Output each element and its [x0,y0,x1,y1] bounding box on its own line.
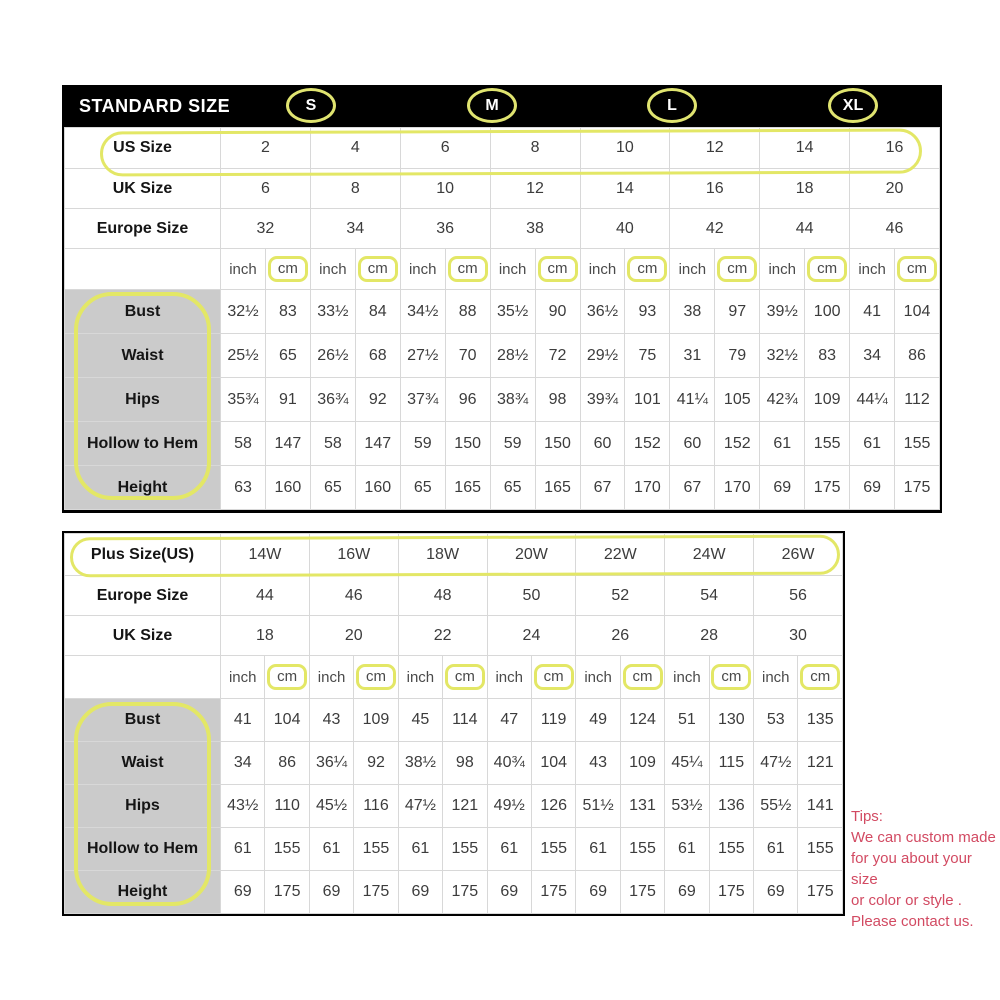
measure-cell: 58 [221,422,266,466]
size-cell: 10 [580,128,670,169]
measure-cell: 32½ [221,290,266,334]
measure-cell: 90 [535,290,580,334]
row-label: UK Size [65,169,221,209]
measure-cell: 47½ [754,742,798,785]
unit-cm-cell [798,656,843,699]
measure-cell: 165 [445,466,490,510]
measure-cell: 104 [265,699,309,742]
measure-cell: 69 [576,871,620,914]
cm-highlight-box: cm [534,664,574,691]
plus-size-table [62,531,845,916]
measure-cell: 88 [445,290,490,334]
measure-cell: 59 [490,422,535,466]
unit-cm-cell [445,249,490,290]
measure-cell: 115 [709,742,753,785]
measure-cell: 155 [620,828,664,871]
standard-size-grid [64,127,940,510]
measure-cell: 155 [798,828,843,871]
measure-cell: 34 [850,334,895,378]
measure-cell: 69 [850,466,895,510]
tips-line: or color or style . [851,892,962,909]
row-label: Bust [65,290,221,334]
size-cell: 6 [400,128,490,169]
measure-cell: 61 [487,828,531,871]
size-cell: 18 [760,169,850,209]
row-label: US Size [65,128,221,169]
measure-cell: 49 [576,699,620,742]
measure-cell: 116 [354,785,398,828]
tips-line: We can custom made [851,829,996,846]
unit-inch-label: inch [850,249,895,290]
measure-cell: 175 [709,871,753,914]
measure-cell: 98 [535,378,580,422]
row-label: Waist [65,334,221,378]
measure-cell: 175 [354,871,398,914]
measure-cell: 75 [625,334,670,378]
measure-cell: 65 [310,466,355,510]
row-label: Height [65,466,221,510]
measure-cell: 96 [445,378,490,422]
plus-size-grid [64,533,843,914]
cm-highlight-box: cm [807,256,847,283]
row-label: Europe Size [65,209,221,249]
measure-cell: 55½ [754,785,798,828]
unit-inch-label: inch [665,656,709,699]
measure-cell: 69 [309,871,353,914]
standard-size-table [62,85,942,513]
unit-inch-label: inch [309,656,353,699]
size-cell: 34 [310,209,400,249]
measure-cell: 59 [400,422,445,466]
cm-highlight-box: cm [800,664,840,691]
measure-cell: 170 [715,466,760,510]
measure-cell: 150 [445,422,490,466]
measure-cell: 121 [443,785,487,828]
measure-cell: 34 [221,742,265,785]
unit-inch-label: inch [760,249,805,290]
measure-cell: 136 [709,785,753,828]
measure-cell: 63 [221,466,266,510]
measure-cell: 67 [670,466,715,510]
measure-cell: 69 [398,871,442,914]
measure-cell: 155 [709,828,753,871]
measure-cell: 39¾ [580,378,625,422]
measure-cell: 92 [354,742,398,785]
measure-cell: 45¼ [665,742,709,785]
tips-line: Please contact us. [851,913,974,930]
measure-cell: 69 [487,871,531,914]
size-cell: 36 [400,209,490,249]
row-label: Height [65,871,221,914]
cm-highlight-box: cm [445,664,485,691]
size-cell: 2 [221,128,311,169]
measure-cell: 36¼ [309,742,353,785]
unit-cm-cell [355,249,400,290]
size-cell: 8 [310,169,400,209]
size-cell: 54 [665,576,754,616]
size-cell: 22 [398,616,487,656]
measure-cell: 155 [265,828,309,871]
unit-cm-cell [535,249,580,290]
measure-cell: 175 [265,871,309,914]
measure-cell: 47 [487,699,531,742]
custom-made-tips [851,806,999,932]
size-cell: 44 [221,576,310,616]
standard-size-header-bar [64,85,940,127]
unit-inch-label: inch [754,656,798,699]
row-label: Hips [65,378,221,422]
measure-cell: 110 [265,785,309,828]
measure-cell: 37¾ [400,378,445,422]
measure-cell: 155 [443,828,487,871]
measure-cell: 69 [221,871,265,914]
size-cell: 52 [576,576,665,616]
measure-cell: 70 [445,334,490,378]
measure-cell: 51 [665,699,709,742]
cm-highlight-box: cm [356,664,396,691]
cm-highlight-box: cm [358,256,398,283]
measure-cell: 61 [576,828,620,871]
measure-cell: 38¾ [490,378,535,422]
size-cell: 20 [850,169,940,209]
measure-cell: 105 [715,378,760,422]
size-cell: 18W [398,534,487,576]
measure-cell: 60 [670,422,715,466]
tips-title: Tips: [851,808,883,825]
measure-cell: 26½ [310,334,355,378]
measure-cell: 65 [400,466,445,510]
measure-cell: 91 [265,378,310,422]
measure-cell: 69 [754,871,798,914]
size-cell: 10 [400,169,490,209]
measure-cell: 150 [535,422,580,466]
unit-row-spacer [65,656,221,699]
unit-cm-cell [265,249,310,290]
measure-cell: 104 [895,290,940,334]
unit-cm-cell [625,249,670,290]
cm-highlight-box: cm [897,256,937,283]
size-cell: 12 [670,128,760,169]
measure-cell: 41 [221,699,265,742]
unit-cm-cell [265,656,309,699]
measure-cell: 44¼ [850,378,895,422]
size-badge-l: L [647,88,697,123]
measure-cell: 152 [625,422,670,466]
row-label: Plus Size(US) [65,534,221,576]
unit-inch-label: inch [400,249,445,290]
measure-cell: 69 [665,871,709,914]
unit-cm-cell [805,249,850,290]
size-cell: 50 [487,576,576,616]
measure-cell: 31 [670,334,715,378]
size-cell: 4 [310,128,400,169]
measure-cell: 67 [580,466,625,510]
measure-cell: 155 [895,422,940,466]
measure-cell: 25½ [221,334,266,378]
size-cell: 46 [850,209,940,249]
measure-cell: 155 [805,422,850,466]
measure-cell: 175 [895,466,940,510]
size-cell: 24W [665,534,754,576]
measure-cell: 61 [760,422,805,466]
row-label: UK Size [65,616,221,656]
size-cell: 30 [754,616,843,656]
unit-inch-label: inch [580,249,625,290]
measure-cell: 160 [355,466,400,510]
tips-line: for you about your size [851,850,972,888]
cm-highlight-box: cm [711,664,751,691]
measure-cell: 49½ [487,785,531,828]
cm-highlight-box: cm [717,256,757,283]
measure-cell: 175 [798,871,843,914]
size-badge-m: M [467,88,517,123]
size-cell: 20 [309,616,398,656]
measure-cell: 28½ [490,334,535,378]
measure-cell: 47½ [398,785,442,828]
measure-cell: 109 [805,378,850,422]
measure-cell: 155 [531,828,575,871]
measure-cell: 43 [309,699,353,742]
size-cell: 46 [309,576,398,616]
measure-cell: 104 [531,742,575,785]
unit-inch-label: inch [670,249,715,290]
measure-cell: 34½ [400,290,445,334]
cm-highlight-box: cm [268,256,308,283]
unit-cm-cell [715,249,760,290]
measure-cell: 72 [535,334,580,378]
size-cell: 14 [580,169,670,209]
measure-cell: 53 [754,699,798,742]
size-badge-s: S [286,88,336,123]
measure-cell: 29½ [580,334,625,378]
unit-inch-label: inch [490,249,535,290]
unit-inch-label: inch [398,656,442,699]
measure-cell: 130 [709,699,753,742]
measure-cell: 165 [535,466,580,510]
measure-cell: 36½ [580,290,625,334]
measure-cell: 83 [265,290,310,334]
size-cell: 16W [309,534,398,576]
measure-cell: 101 [625,378,670,422]
size-cell: 6 [221,169,311,209]
measure-cell: 109 [620,742,664,785]
measure-cell: 35½ [490,290,535,334]
size-cell: 8 [490,128,580,169]
measure-cell: 119 [531,699,575,742]
size-cell: 14W [221,534,310,576]
measure-cell: 58 [310,422,355,466]
measure-cell: 92 [355,378,400,422]
measure-cell: 112 [895,378,940,422]
unit-cm-cell [443,656,487,699]
unit-inch-label: inch [310,249,355,290]
measure-cell: 147 [355,422,400,466]
measure-cell: 27½ [400,334,445,378]
measure-cell: 61 [309,828,353,871]
measure-cell: 160 [265,466,310,510]
measure-cell: 33½ [310,290,355,334]
measure-cell: 100 [805,290,850,334]
measure-cell: 36¾ [310,378,355,422]
measure-cell: 124 [620,699,664,742]
measure-cell: 41 [850,290,895,334]
size-cell: 20W [487,534,576,576]
measure-cell: 40¾ [487,742,531,785]
measure-cell: 147 [265,422,310,466]
size-cell: 48 [398,576,487,616]
unit-cm-cell [709,656,753,699]
unit-cm-cell [531,656,575,699]
measure-cell: 175 [805,466,850,510]
measure-cell: 39½ [760,290,805,334]
size-cell: 14 [760,128,850,169]
unit-inch-label: inch [221,249,266,290]
measure-cell: 131 [620,785,664,828]
size-cell: 26 [576,616,665,656]
cm-highlight-box: cm [267,664,307,691]
measure-cell: 42¾ [760,378,805,422]
measure-cell: 121 [798,742,843,785]
measure-cell: 43½ [221,785,265,828]
row-label: Hollow to Hem [65,828,221,871]
measure-cell: 170 [625,466,670,510]
measure-cell: 45½ [309,785,353,828]
size-cell: 40 [580,209,670,249]
size-cell: 42 [670,209,760,249]
measure-cell: 38½ [398,742,442,785]
size-cell: 22W [576,534,665,576]
measure-cell: 65 [490,466,535,510]
size-cell: 26W [754,534,843,576]
row-label: Europe Size [65,576,221,616]
size-cell: 56 [754,576,843,616]
measure-cell: 61 [221,828,265,871]
measure-cell: 83 [805,334,850,378]
size-cell: 24 [487,616,576,656]
measure-cell: 43 [576,742,620,785]
measure-cell: 32½ [760,334,805,378]
measure-cell: 155 [354,828,398,871]
row-label: Hips [65,785,221,828]
size-cell: 16 [670,169,760,209]
measure-cell: 60 [580,422,625,466]
row-label: Bust [65,699,221,742]
measure-cell: 86 [265,742,309,785]
standard-size-title: STANDARD SIZE [79,95,231,116]
cm-highlight-box: cm [448,256,488,283]
measure-cell: 114 [443,699,487,742]
unit-inch-label: inch [221,656,265,699]
size-cell: 12 [490,169,580,209]
size-cell: 44 [760,209,850,249]
unit-cm-cell [354,656,398,699]
measure-cell: 41¼ [670,378,715,422]
size-cell: 32 [221,209,311,249]
measure-cell: 98 [443,742,487,785]
measure-cell: 35¾ [221,378,266,422]
measure-cell: 175 [443,871,487,914]
unit-cm-cell [620,656,664,699]
measure-cell: 86 [895,334,940,378]
measure-cell: 109 [354,699,398,742]
cm-highlight-box: cm [623,664,663,691]
measure-cell: 93 [625,290,670,334]
measure-cell: 45 [398,699,442,742]
unit-inch-label: inch [487,656,531,699]
measure-cell: 61 [665,828,709,871]
measure-cell: 175 [531,871,575,914]
measure-cell: 51½ [576,785,620,828]
measure-cell: 68 [355,334,400,378]
unit-cm-cell [895,249,940,290]
measure-cell: 175 [620,871,664,914]
cm-highlight-box: cm [538,256,578,283]
measure-cell: 141 [798,785,843,828]
measure-cell: 79 [715,334,760,378]
measure-cell: 61 [850,422,895,466]
size-cell: 18 [221,616,310,656]
row-label: Waist [65,742,221,785]
measure-cell: 69 [760,466,805,510]
row-label: Hollow to Hem [65,422,221,466]
measure-cell: 126 [531,785,575,828]
cm-highlight-box: cm [627,256,667,283]
unit-row-spacer [65,249,221,290]
measure-cell: 61 [398,828,442,871]
size-cell: 16 [850,128,940,169]
measure-cell: 152 [715,422,760,466]
measure-cell: 135 [798,699,843,742]
measure-cell: 97 [715,290,760,334]
measure-cell: 65 [265,334,310,378]
measure-cell: 38 [670,290,715,334]
measure-cell: 61 [754,828,798,871]
size-badge-xl: XL [828,88,878,123]
size-cell: 28 [665,616,754,656]
measure-cell: 84 [355,290,400,334]
measure-cell: 53½ [665,785,709,828]
size-cell: 38 [490,209,580,249]
unit-inch-label: inch [576,656,620,699]
